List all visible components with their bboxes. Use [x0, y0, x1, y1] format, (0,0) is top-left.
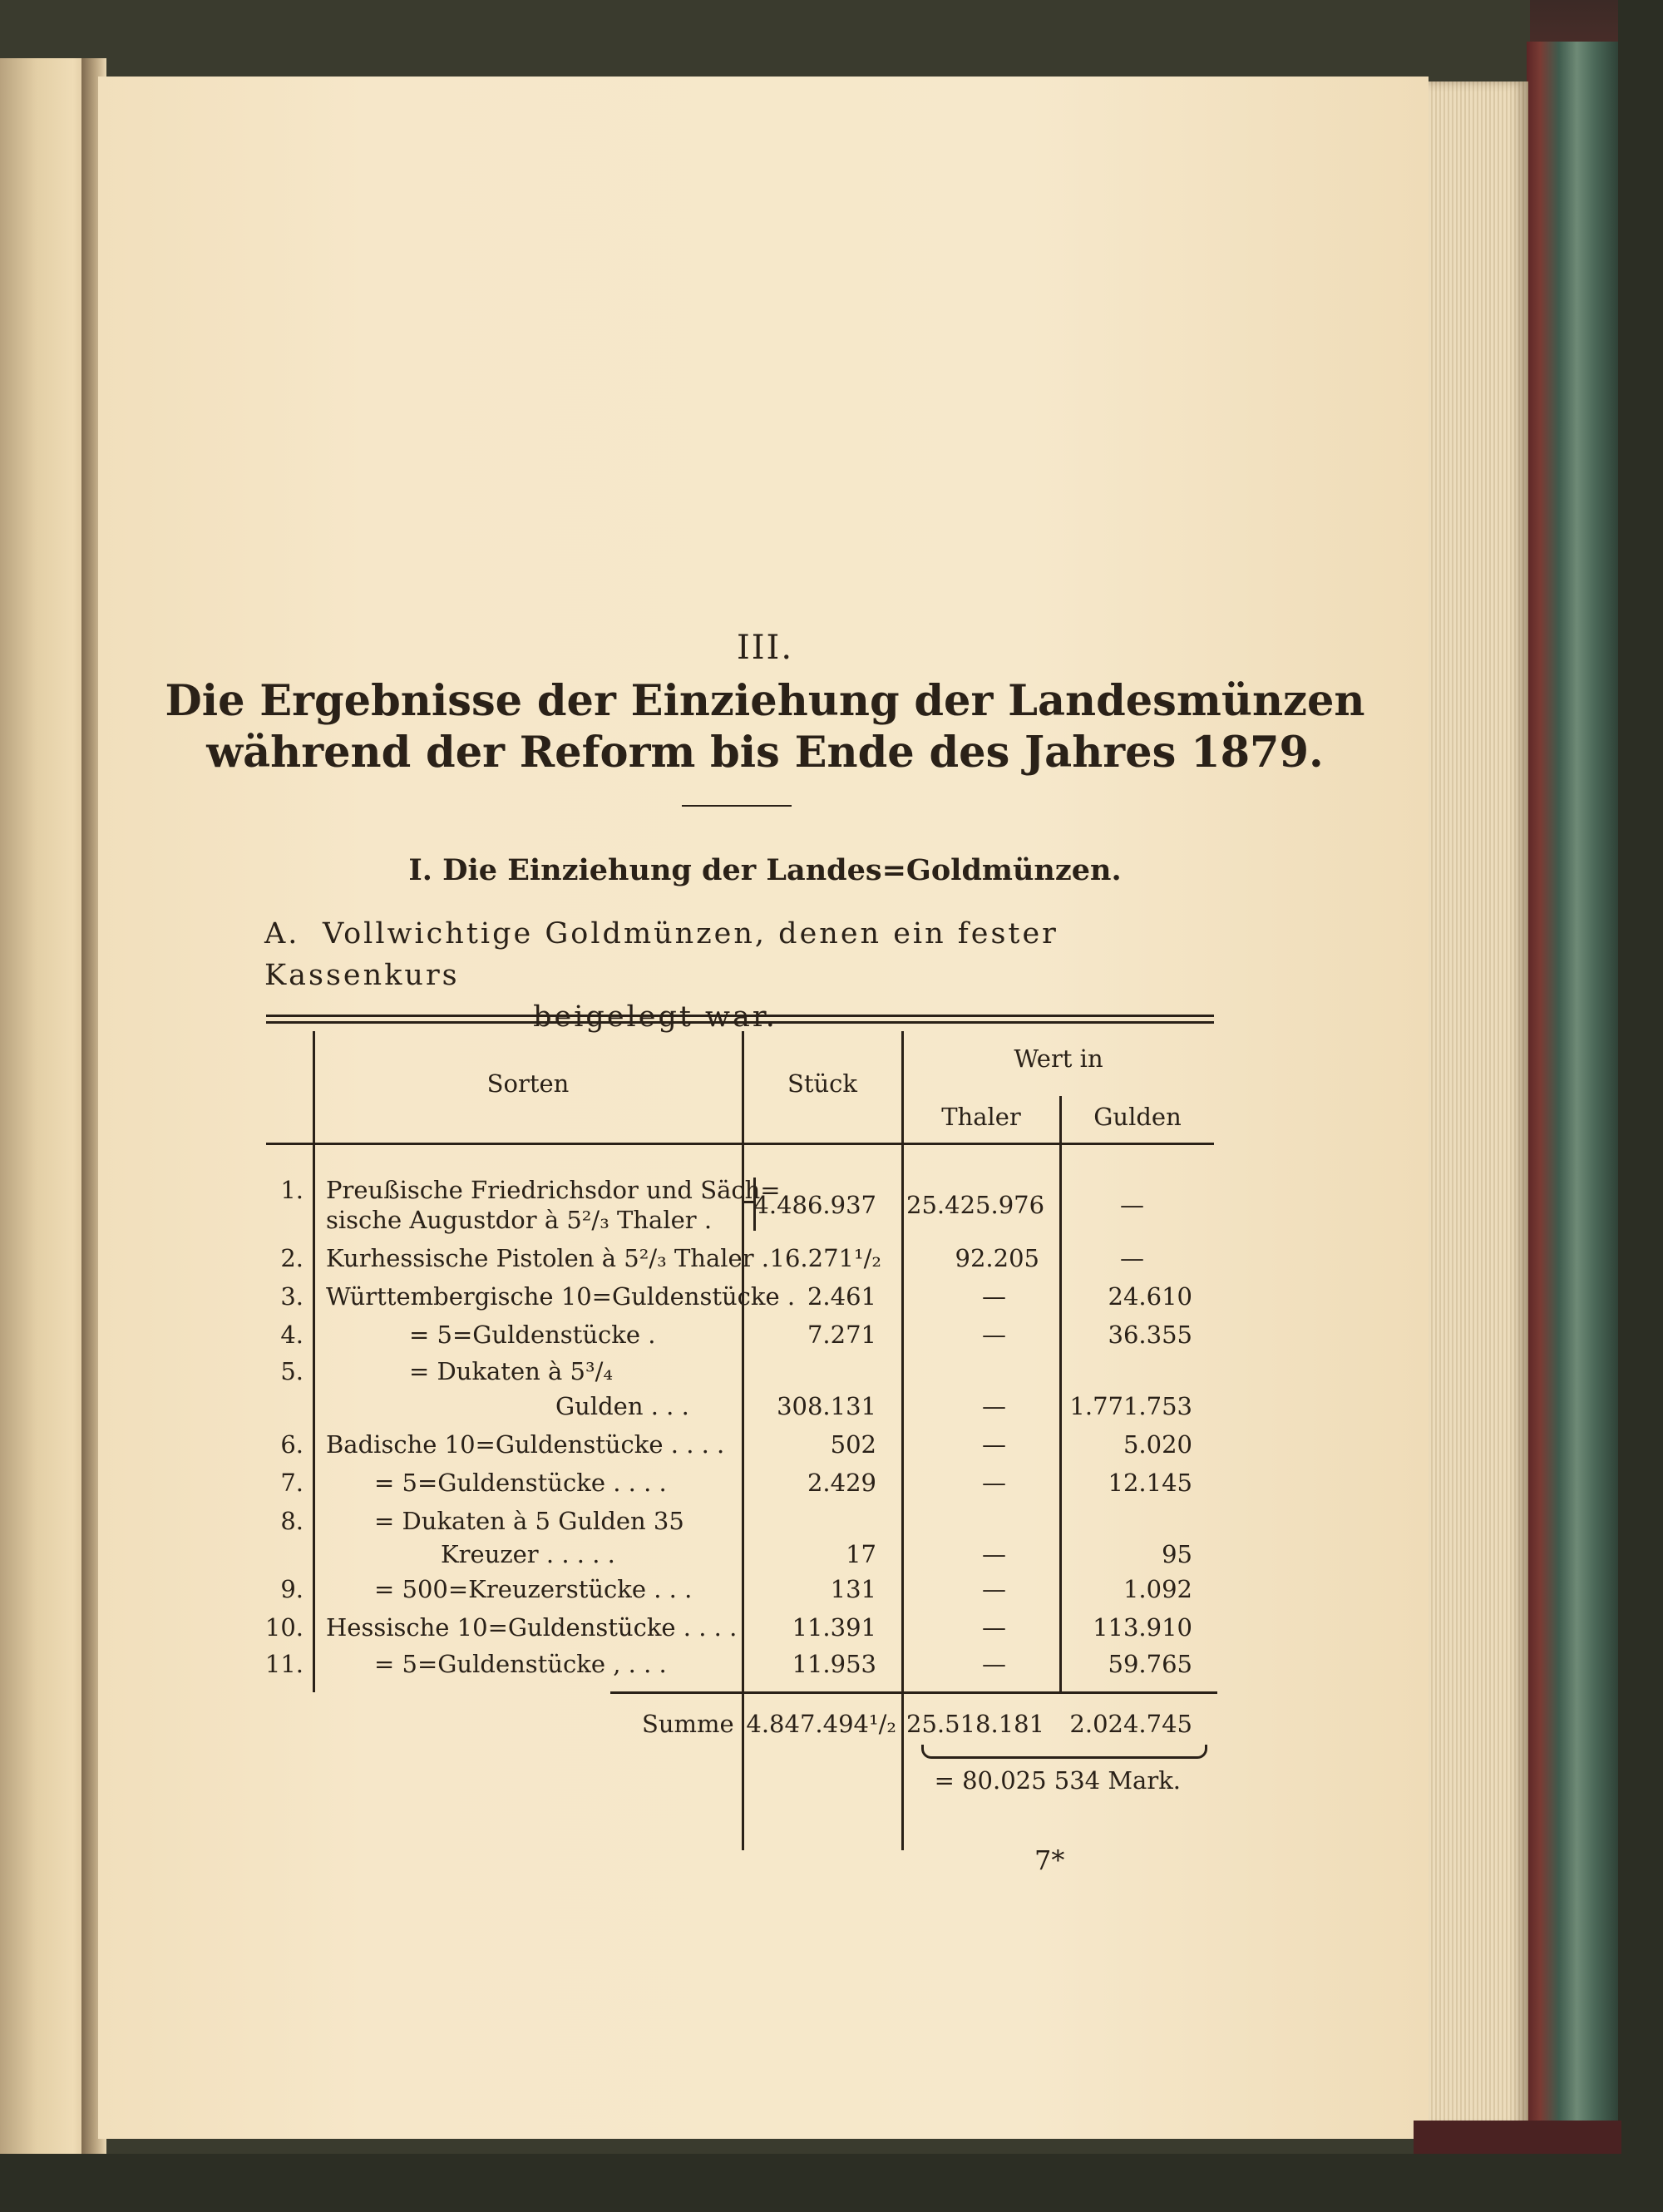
row-7-gulden: 12.145	[1108, 1469, 1192, 1497]
total-mark: = 80.025 534 Mark.	[934, 1766, 1181, 1795]
row-1-stueck: 4.486.937	[753, 1191, 876, 1219]
row-3-gulden: 24.610	[1108, 1282, 1192, 1311]
row-6-number: 6.	[280, 1430, 303, 1459]
row-1-thaler: 25.425.976	[906, 1191, 1045, 1219]
row-10-stueck: 11.391	[792, 1613, 876, 1642]
row-9-number: 9.	[280, 1575, 303, 1603]
row-11-thaler: —	[982, 1650, 1006, 1678]
row-6-stueck: 502	[830, 1430, 876, 1459]
title-divider	[682, 805, 792, 807]
row-2-stueck: 16.271¹/₂	[769, 1244, 881, 1272]
subsection-line-1: Vollwichtige Goldmünzen, denen ein fester Kassenkurs	[264, 917, 1058, 992]
table-header-rule	[266, 1143, 1214, 1145]
row-5-desc-line-1: = Dukaten à 5³/₄	[409, 1357, 613, 1385]
summe-thaler: 25.518.181	[906, 1710, 1045, 1738]
row-8-thaler: —	[982, 1540, 1006, 1568]
sum-brace	[921, 1745, 1207, 1759]
col-divider-thaler	[1059, 1096, 1062, 1691]
row-1-gulden: —	[1120, 1191, 1144, 1219]
col-divider-sorten	[742, 1031, 744, 1850]
chapter-number: III.	[736, 629, 794, 667]
title-line-2: während der Reform bis Ende des Jahres 1879.	[206, 728, 1324, 778]
background-bottom	[0, 2154, 1663, 2212]
row-4-gulden: 36.355	[1108, 1321, 1192, 1349]
summe-rule	[610, 1691, 1217, 1694]
row-8-number: 8.	[280, 1507, 303, 1535]
row-3-number: 3.	[280, 1282, 303, 1311]
left-page-edge	[0, 58, 91, 2154]
row-5-gulden: 1.771.753	[1069, 1392, 1192, 1420]
table-top-rule-1	[266, 1015, 1214, 1017]
summe-gulden: 2.024.745	[1069, 1710, 1192, 1738]
row-11-desc: = 5=Guldenstücke , . . .	[374, 1650, 667, 1678]
subsection-line-2: beigelegt war.	[533, 1000, 777, 1034]
subsection-heading	[264, 913, 1221, 1038]
row-8-stueck: 17	[846, 1540, 876, 1568]
row-11-stueck: 11.953	[792, 1650, 876, 1678]
row-5-thaler: —	[982, 1392, 1006, 1420]
header-stueck: Stück	[787, 1069, 857, 1098]
row-5-desc-line-2: Gulden . . .	[555, 1392, 689, 1420]
row-10-thaler: —	[982, 1613, 1006, 1642]
row-9-stueck: 131	[830, 1575, 876, 1603]
row-4-stueck: 7.271	[807, 1321, 876, 1349]
row-3-desc: Württembergische 10=Guldenstücke .	[326, 1282, 796, 1311]
row-1-desc-line-1: Preußische Friedrichsdor und Säch=	[326, 1176, 781, 1204]
row-7-stueck: 2.429	[807, 1469, 876, 1497]
header-sorten: Sorten	[486, 1069, 570, 1098]
row-5-number: 5.	[280, 1357, 303, 1385]
row-10-desc: Hessische 10=Guldenstücke . . . .	[326, 1613, 738, 1642]
row-2-number: 2.	[280, 1244, 303, 1272]
summe-stueck: 4.847.494¹/₂	[746, 1710, 896, 1738]
section-heading: I. Die Einziehung der Landes=Goldmünzen.	[408, 853, 1122, 887]
chapter-title	[0, 675, 1530, 778]
row-1-desc-line-2: sische Augustdor à 5²/₃ Thaler .	[326, 1206, 713, 1234]
row-6-thaler: —	[982, 1430, 1006, 1459]
row-2-thaler: 92.205	[955, 1244, 1039, 1272]
row-6-gulden: 5.020	[1123, 1430, 1192, 1459]
book-page	[98, 77, 1429, 2139]
row-11-number: 11.	[264, 1650, 303, 1678]
header-thaler: Thaler	[941, 1103, 1021, 1131]
background-right	[1618, 0, 1663, 2212]
table-top-rule-2	[266, 1021, 1214, 1024]
row-10-gulden: 113.910	[1093, 1613, 1192, 1642]
row-8-gulden: 95	[1162, 1540, 1192, 1568]
row-9-gulden: 1.092	[1123, 1575, 1192, 1603]
row-1-number: 1.	[280, 1176, 303, 1204]
header-wert-in: Wert in	[1014, 1044, 1103, 1073]
row-9-desc: = 500=Kreuzerstücke . . .	[374, 1575, 693, 1603]
row-7-desc: = 5=Guldenstücke . . . .	[374, 1469, 667, 1497]
book-cover	[1527, 42, 1618, 2170]
row-9-thaler: —	[982, 1575, 1006, 1603]
row-10-number: 10.	[264, 1613, 303, 1642]
row-8-desc-line-1: = Dukaten à 5 Gulden 35	[374, 1507, 684, 1535]
header-gulden: Gulden	[1093, 1103, 1182, 1131]
row-4-desc: = 5=Guldenstücke .	[409, 1321, 656, 1349]
row-4-number: 4.	[280, 1321, 303, 1349]
summe-label: Summe	[642, 1710, 734, 1738]
row-2-gulden: —	[1120, 1244, 1144, 1272]
subsection-letter: A.	[264, 917, 300, 950]
col-divider-stueck	[901, 1031, 904, 1850]
row-4-thaler: —	[982, 1321, 1006, 1349]
title-line-1: Die Ergebnisse der Einziehung der Landesmünzen	[165, 676, 1365, 726]
row-6-desc: Badische 10=Guldenstücke . . . .	[326, 1430, 725, 1459]
col-divider-num	[313, 1031, 315, 1692]
row-7-number: 7.	[280, 1469, 303, 1497]
page-number: 7*	[1034, 1844, 1065, 1876]
row-2-desc: Kurhessische Pistolen à 5²/₃ Thaler .	[326, 1244, 769, 1272]
row-11-gulden: 59.765	[1108, 1650, 1192, 1678]
row-7-thaler: —	[982, 1469, 1006, 1497]
page-stack-edge	[1429, 81, 1528, 2129]
row-5-stueck: 308.131	[777, 1392, 876, 1420]
row-8-desc-line-2: Kreuzer . . . . .	[441, 1540, 615, 1568]
row-3-stueck: 2.461	[807, 1282, 876, 1311]
row-3-thaler: —	[982, 1282, 1006, 1311]
